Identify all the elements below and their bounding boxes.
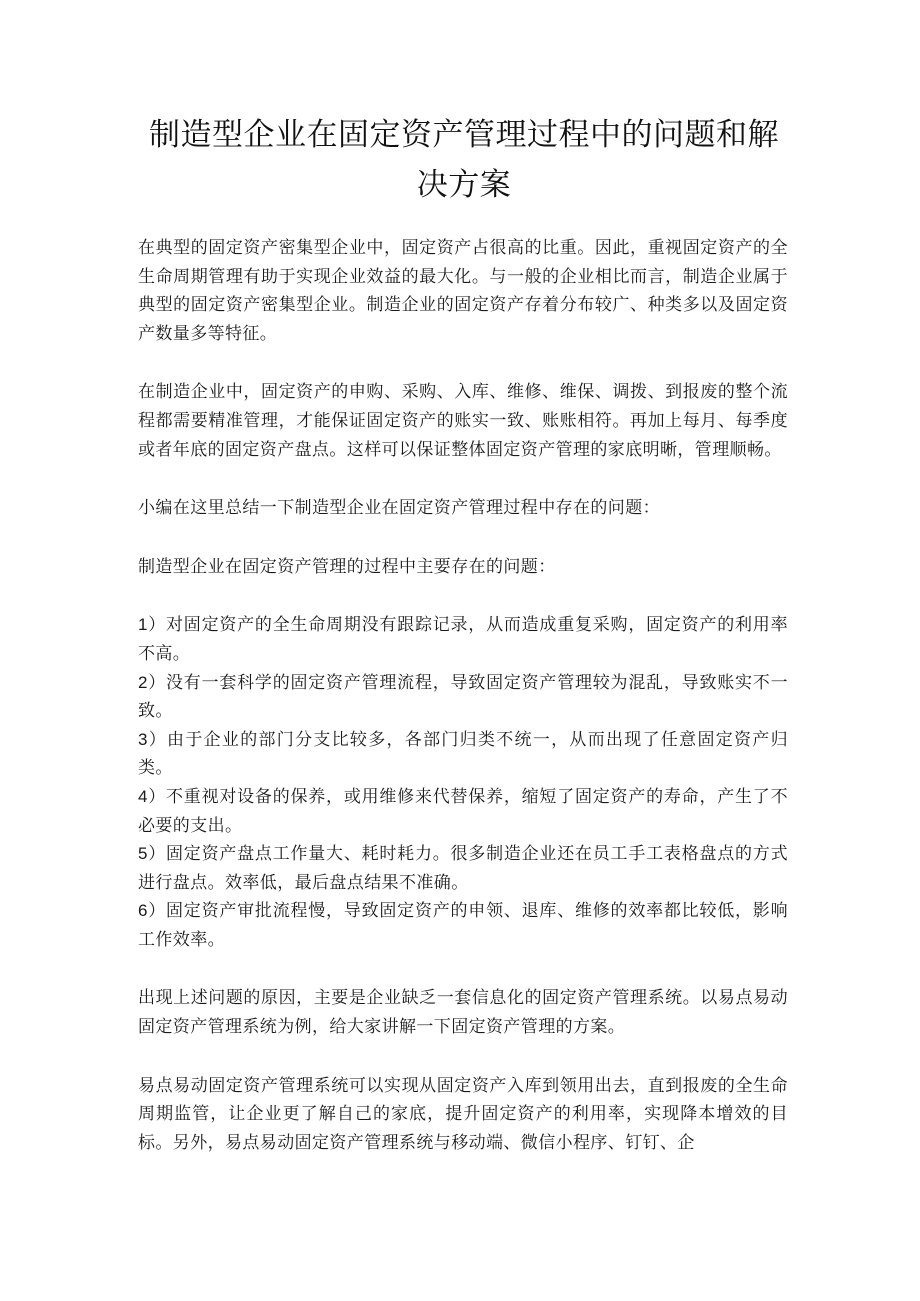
list-item: [138, 897, 788, 954]
list-item-text: ）没有一套科学的固定资产管理流程，导致固定资产管理较为混乱，导致账实不一致。: [138, 672, 788, 722]
list-item: [138, 726, 788, 783]
paragraph-process: 在制造企业中，固定资产的申购、采购、入库、维修、维保、调拨、到报废的整个流程都需要精准管理，才能保证固定资产的账实一致、账账相符。再加上每月、每季度或者年底的固定资产盘点。这样可以保证整体固定资产管理的家底明晰，管理顺畅。: [138, 382, 788, 460]
list-item-text: ）固定资产盘点工作量大、耗时耗力。很多制造企业还在员工手工表格盘点的方式进行盘点。效率低，最后盘点结果不准确。: [138, 844, 788, 893]
paragraph-issues-lead: 制造型企业在固定资产管理的过程中主要存在的问题：: [138, 556, 556, 577]
list-item: [138, 611, 788, 668]
paragraph-cause: 出现上述问题的原因，主要是企业缺乏一套信息化的固定资产管理系统。以易点易动固定资产管理系统为例，给大家讲解一下固定资产管理的方案。: [138, 988, 788, 1038]
list-item: [138, 783, 788, 840]
issues-list: [138, 611, 788, 954]
list-item-text: ）固定资产审批流程慢，导致固定资产的申领、退库、维修的效率都比较低，影响工作效率。: [138, 901, 788, 950]
document-body: [138, 234, 788, 1187]
list-item-number: 2: [138, 672, 148, 692]
list-item-number: 3: [138, 729, 148, 749]
list-item-text: ）由于企业的部门分支比较多，各部门归类不统一，从而出现了任意固定资产归类。: [138, 729, 788, 779]
list-item-number: 4: [138, 786, 148, 806]
paragraph-solution: 易点易动固定资产管理系统可以实现从固定资产入库到领用出去，直到报废的全生命周期监管，让企业更了解自己的家底，提升固定资产的利用率，实现降本增效的目标。另外，易点易动固定资产管理系统与移动端、微信小程序、钉钉、企: [138, 1075, 788, 1153]
list-item-number: 1: [138, 615, 148, 635]
list-item-text: ）不重视对设备的保养，或用维修来代替保养，缩短了固定资产的寿命，产生了不必要的支出。: [138, 786, 788, 836]
list-item-number: 5: [138, 844, 148, 864]
paragraph-summary-lead: 小编在这里总结一下制造型企业在固定资产管理过程中存在的问题：: [138, 498, 660, 519]
list-item-number: 6: [138, 901, 148, 921]
list-item: [138, 840, 788, 897]
document-title: 制造型企业在固定资产管理过程中的问题和解决方案: [149, 117, 779, 203]
paragraph-intro: 在典型的固定资产密集型企业中，固定资产占很高的比重。因此，重视固定资产的全生命周期管理有助于实现企业效益的最大化。与一般的企业相比而言，制造企业属于典型的固定资产密集型企业。制造企业的固定资产存着分布较广、种类多以及固定资产数量多等特征。: [138, 238, 788, 344]
list-item-text: ）对固定资产的全生命周期没有跟踪记录，从而造成重复采购，固定资产的利用率不高。: [138, 615, 788, 664]
list-item: [138, 669, 788, 726]
